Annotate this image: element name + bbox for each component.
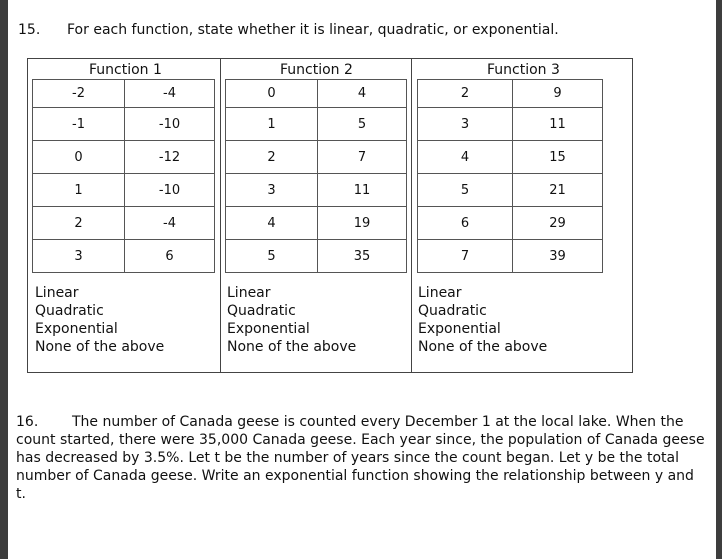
function-1-title: Function 1 bbox=[89, 62, 162, 78]
function-2-title: Function 2 bbox=[280, 62, 353, 78]
choice-option[interactable]: None of the above bbox=[227, 339, 357, 355]
function-2-rows bbox=[226, 80, 407, 273]
question-15-prompt: For each function, state whether it is linear, quadratic, or exponential. bbox=[67, 22, 559, 38]
y-value-cell: 29 bbox=[513, 207, 603, 240]
function-3-rows bbox=[418, 80, 603, 273]
table-row bbox=[418, 80, 603, 108]
choice-option[interactable]: Exponential bbox=[418, 321, 501, 337]
y-value-cell: 5 bbox=[318, 108, 407, 141]
x-value-cell: 3 bbox=[418, 108, 513, 141]
table-row bbox=[33, 240, 215, 273]
function-3-values bbox=[417, 79, 603, 273]
table-row bbox=[226, 240, 407, 273]
y-value-cell: 4 bbox=[318, 80, 407, 108]
y-value-cell: -10 bbox=[125, 174, 215, 207]
question-15-number: 15. bbox=[18, 22, 41, 38]
x-value-cell: 1 bbox=[226, 108, 318, 141]
y-value-cell: -4 bbox=[125, 80, 215, 108]
y-value-cell: 15 bbox=[513, 141, 603, 174]
function-2-choices bbox=[227, 284, 356, 356]
y-value-cell: 21 bbox=[513, 174, 603, 207]
y-value-cell: -10 bbox=[125, 108, 215, 141]
left-border-bar bbox=[0, 0, 8, 559]
choice-option[interactable]: Quadratic bbox=[227, 303, 296, 319]
x-value-cell: 5 bbox=[418, 174, 513, 207]
function-2-panel bbox=[220, 59, 412, 372]
table-row bbox=[418, 141, 603, 174]
question-16 bbox=[16, 413, 706, 503]
x-value-cell: -2 bbox=[33, 80, 125, 108]
y-value-cell: 7 bbox=[318, 141, 407, 174]
y-value-cell: 35 bbox=[318, 240, 407, 273]
x-value-cell: 0 bbox=[33, 141, 125, 174]
y-value-cell: 9 bbox=[513, 80, 603, 108]
function-3-choices bbox=[418, 284, 547, 356]
x-value-cell: 2 bbox=[226, 141, 318, 174]
choice-option[interactable]: None of the above bbox=[418, 339, 548, 355]
choice-option[interactable]: Quadratic bbox=[418, 303, 487, 319]
y-value-cell: -4 bbox=[125, 207, 215, 240]
y-value-cell: 6 bbox=[125, 240, 215, 273]
table-row bbox=[226, 141, 407, 174]
choice-option[interactable]: Exponential bbox=[227, 321, 310, 337]
table-row bbox=[418, 108, 603, 141]
choice-option[interactable]: None of the above bbox=[35, 339, 165, 355]
y-value-cell: 11 bbox=[318, 174, 407, 207]
x-value-cell: 4 bbox=[418, 141, 513, 174]
choice-option[interactable]: Linear bbox=[418, 285, 462, 301]
x-value-cell: 3 bbox=[226, 174, 318, 207]
table-row bbox=[33, 141, 215, 174]
x-value-cell: 2 bbox=[418, 80, 513, 108]
function-1-rows bbox=[33, 80, 215, 273]
choice-option[interactable]: Linear bbox=[35, 285, 79, 301]
table-row bbox=[33, 207, 215, 240]
table-row bbox=[418, 174, 603, 207]
x-value-cell: 4 bbox=[226, 207, 318, 240]
function-1-values bbox=[32, 79, 215, 273]
table-row bbox=[33, 80, 215, 108]
x-value-cell: 3 bbox=[33, 240, 125, 273]
y-value-cell: 39 bbox=[513, 240, 603, 273]
choice-option[interactable]: Linear bbox=[227, 285, 271, 301]
y-value-cell: 11 bbox=[513, 108, 603, 141]
function-2-values bbox=[225, 79, 407, 273]
function-3-panel bbox=[411, 59, 633, 372]
x-value-cell: 2 bbox=[33, 207, 125, 240]
table-row bbox=[33, 108, 215, 141]
table-row bbox=[226, 207, 407, 240]
table-row bbox=[226, 80, 407, 108]
question-16-number: 16. bbox=[16, 414, 39, 430]
table-row bbox=[418, 240, 603, 273]
y-value-cell: 19 bbox=[318, 207, 407, 240]
function-1-panel bbox=[28, 59, 220, 372]
x-value-cell: 1 bbox=[33, 174, 125, 207]
functions-table bbox=[27, 58, 633, 373]
table-row bbox=[33, 174, 215, 207]
choice-option[interactable]: Quadratic bbox=[35, 303, 104, 319]
x-value-cell: 5 bbox=[226, 240, 318, 273]
right-border-bar bbox=[716, 0, 722, 559]
y-value-cell: -12 bbox=[125, 141, 215, 174]
x-value-cell: 0 bbox=[226, 80, 318, 108]
x-value-cell: -1 bbox=[33, 108, 125, 141]
x-value-cell: 6 bbox=[418, 207, 513, 240]
table-row bbox=[226, 174, 407, 207]
function-3-title: Function 3 bbox=[487, 62, 560, 78]
question-16-text: The number of Canada geese is counted every December 1 at the local lake. When the count started, there were 35,000 Canada geese. Each year since, the population of Canada geese has decreased by 3.5%. Let t be the number of years since the count began. Let y be the total number of Canada geese. Write an exponential function showing the relationship between y and t. bbox=[16, 414, 705, 502]
table-row bbox=[418, 207, 603, 240]
choice-option[interactable]: Exponential bbox=[35, 321, 118, 337]
function-1-choices bbox=[35, 284, 164, 356]
x-value-cell: 7 bbox=[418, 240, 513, 273]
table-row bbox=[226, 108, 407, 141]
